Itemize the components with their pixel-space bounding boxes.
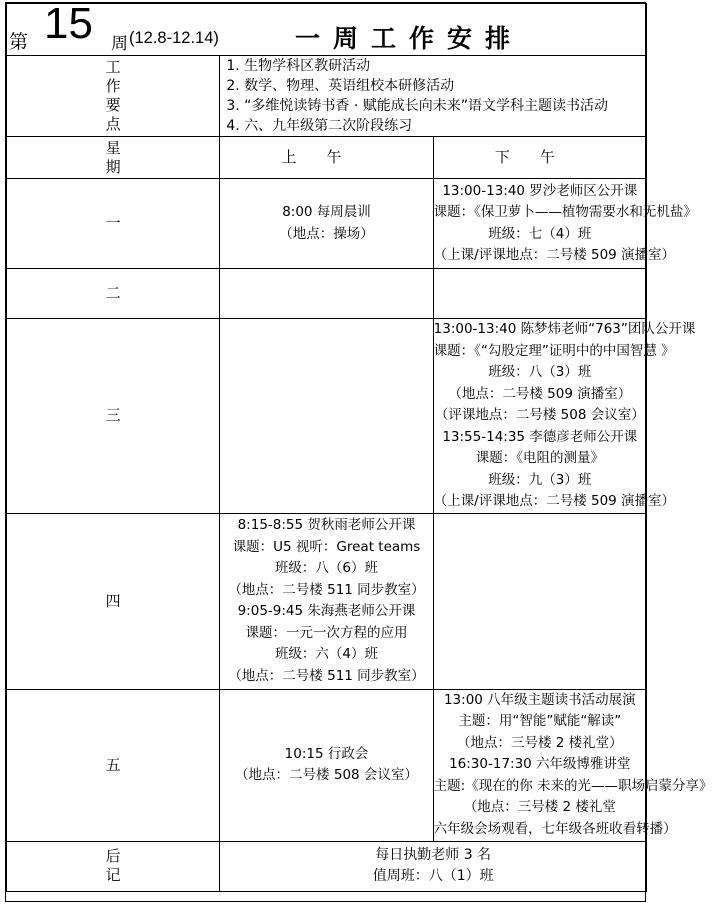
footer-notes [220, 841, 647, 891]
schedule-line: （地点：二号楼 511 同步教室） [228, 667, 425, 684]
day-row-monday [7, 179, 647, 269]
morning-cell [220, 513, 433, 689]
date-range: (12.8-12.14) [129, 28, 219, 47]
morning-column-header: 上午 [220, 137, 433, 179]
weekly-schedule-sheet [5, 0, 713, 902]
morning-cell [220, 689, 433, 841]
schedule-line: 六年级会场观看，七年级各班收看转播） [433, 820, 677, 837]
day-column-header: 星 期 [7, 137, 220, 179]
day-label: 一 [7, 179, 220, 269]
schedule-line: （地点：三号楼 2 楼礼堂） [456, 734, 623, 751]
afternoon-cell [433, 513, 646, 689]
schedule-line: 班级：八（6）班 [274, 560, 379, 576]
schedule-line: （地点：二号楼 508 会议室） [235, 767, 418, 783]
morning-cell [220, 179, 433, 269]
schedule-line: 课题：一元一次方程的应用 [245, 624, 408, 641]
schedule-line: 8:15-8:55 贺秋雨老师公开课 [237, 517, 416, 533]
week-suffix: 周 [111, 33, 128, 54]
schedule-line: 班级：七（4）班 [488, 225, 592, 242]
day-row-wednesday [7, 319, 647, 514]
schedule-line: 10:15 行政会 [284, 745, 369, 762]
title-row [7, 4, 647, 56]
afternoon-cell [433, 269, 646, 319]
afternoon-cell [433, 319, 696, 514]
schedule-line: 9:05-9:45 朱海燕老师公开课 [237, 603, 416, 619]
morning-cell [220, 319, 433, 514]
schedule-table [6, 0, 713, 892]
day-label: 二 [7, 269, 220, 319]
schedule-line: 主题：用“智能”赋能“解读” [458, 713, 622, 730]
footer-label: 后 记 [7, 841, 220, 891]
day-row-tuesday [7, 269, 647, 319]
work-point-item: 4. 六、九年级第二次阶段练习 [226, 118, 413, 134]
footer-row [7, 841, 647, 891]
schedule-line: 班级：九（3）班 [488, 471, 592, 488]
morning-cell [220, 269, 433, 319]
schedule-line: 课题：《“勾股定理”证明中的中国智慧 》 [433, 342, 675, 359]
schedule-line: （上课/评课地点：二号楼 509 演播室） [433, 247, 676, 263]
afternoon-column-header: 下午 [433, 137, 646, 179]
schedule-line: 16:30-17:30 六年级博雅讲堂 [449, 756, 631, 773]
schedule-line: 13:00-13:40 陈梦炜老师“763”团队公开课 [433, 321, 696, 337]
day-row-thursday [7, 513, 647, 689]
day-label: 五 [7, 689, 220, 841]
schedule-line: 班级：六（4）班 [274, 646, 379, 662]
day-row-friday [7, 689, 647, 841]
work-point-item: 3. “多维悦读铸书香 · 赋能成长向未来”语文学科主题读书活动 [226, 98, 608, 114]
schedule-line: 8:00 每周晨训 [282, 204, 371, 220]
work-points-row [7, 56, 647, 137]
schedule-line: 课题：《电阻的测量》 [475, 450, 604, 466]
afternoon-cell [433, 179, 697, 269]
day-label: 四 [7, 513, 220, 689]
schedule-line: 主题:《现在的你 未来的光——职场启蒙分享》 [433, 777, 713, 794]
work-point-item: 1. 生物学科区教研活动 [226, 58, 371, 74]
week-prefix: 第 [9, 30, 29, 53]
schedule-line: （地点：三号楼 2 楼礼堂 [463, 799, 616, 816]
day-label: 三 [7, 319, 220, 514]
schedule-line: （地点：二号楼 509 演播室） [448, 385, 632, 402]
schedule-line: 课题：《保卫萝卜——植物需要水和无机盐》 [433, 204, 697, 220]
footer-line: 值周班：八（1）班 [372, 868, 494, 884]
schedule-line: 班级：八（3）班 [488, 364, 592, 380]
schedule-line: （评课地点：二号楼 508 会议室） [434, 407, 645, 423]
schedule-line: 13:55-14:35 李德彦老师公开课 [442, 428, 638, 445]
work-points-list [220, 56, 647, 137]
page-title: 一周工作安排 [295, 23, 524, 53]
schedule-line: （上课/评课地点：二号楼 509 演播室） [433, 493, 676, 509]
footer-line: 每日执勤老师 3 名 [375, 847, 492, 863]
afternoon-cell [433, 689, 713, 841]
schedule-line: 课题：U5 视听：Great teams [232, 538, 421, 555]
column-header-row [7, 137, 647, 179]
title-bar [7, 0, 646, 55]
work-point-item: 2. 数学、物理、英语组校本研修活动 [226, 78, 455, 94]
week-number: 15 [44, 0, 93, 48]
schedule-line: 13:00 八年级主题读书活动展演 [443, 691, 636, 708]
schedule-line: （地点：操场） [279, 225, 374, 242]
schedule-line: （地点：二号楼 511 同步教室） [228, 581, 425, 598]
schedule-line: 13:00-13:40 罗沙老师区公开课 [442, 182, 638, 199]
work-points-label: 工 作 要 点 [7, 56, 220, 137]
